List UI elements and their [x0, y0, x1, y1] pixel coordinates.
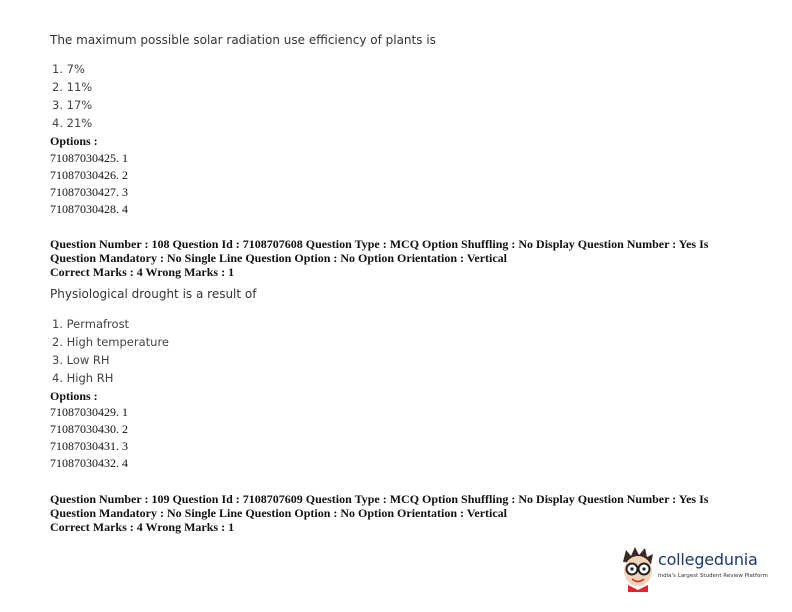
option-id: 71087030425. 1	[50, 151, 128, 165]
question-108-choices	[52, 315, 169, 387]
question-107-text: The maximum possible solar radiation use efficiency of plants is	[50, 33, 436, 47]
choice-item: 3. 17%	[52, 98, 93, 112]
option-id: 71087030430. 2	[50, 422, 128, 436]
choice-item: 3. Low RH	[52, 353, 110, 367]
question-108-text: Physiological drought is a result of	[50, 287, 257, 301]
choice-item: 4. 21%	[52, 116, 93, 130]
marks-line: Correct Marks : 4 Wrong Marks : 1	[50, 520, 235, 534]
options-heading: Options :	[50, 134, 98, 148]
options-heading: Options :	[50, 389, 98, 403]
question-107-choices	[52, 60, 92, 132]
marks-line: Correct Marks : 4 Wrong Marks : 1	[50, 265, 235, 279]
choice-item: 1. Permafrost	[52, 317, 130, 331]
meta-line: Question Mandatory : No Single Line Question Option : No Option Orientation : Vertical	[50, 506, 508, 520]
choice-item: 2. 11%	[52, 80, 93, 94]
option-id: 71087030429. 1	[50, 405, 128, 419]
meta-line: Question Number : 109 Question Id : 7108707609 Question Type : MCQ Option Shuffling : No Display Question Number : Yes Is	[50, 492, 709, 506]
meta-line: Question Mandatory : No Single Line Question Option : No Option Orientation : Vertical	[50, 251, 508, 265]
option-id: 71087030428. 4	[50, 202, 128, 216]
question-108-meta	[50, 237, 750, 279]
choice-item: 1. 7%	[52, 62, 85, 76]
option-id-list	[50, 150, 128, 218]
option-id: 71087030427. 3	[50, 185, 128, 199]
question-109-meta	[50, 492, 750, 534]
option-id: 71087030426. 2	[50, 168, 128, 182]
mascot-face-icon	[618, 544, 658, 592]
option-id: 71087030432. 4	[50, 456, 128, 470]
logo-tagline: India's Largest Student Review Platform	[658, 573, 768, 579]
choice-item: 2. High temperature	[52, 335, 169, 349]
collegedunia-logo	[618, 544, 768, 592]
choice-item: 4. High RH	[52, 371, 114, 385]
logo-name: collegedunia	[658, 550, 758, 569]
option-id: 71087030431. 3	[50, 439, 128, 453]
option-id-list	[50, 404, 128, 472]
meta-line: Question Number : 108 Question Id : 7108707608 Question Type : MCQ Option Shuffling : No Display Question Number : Yes Is	[50, 237, 709, 251]
